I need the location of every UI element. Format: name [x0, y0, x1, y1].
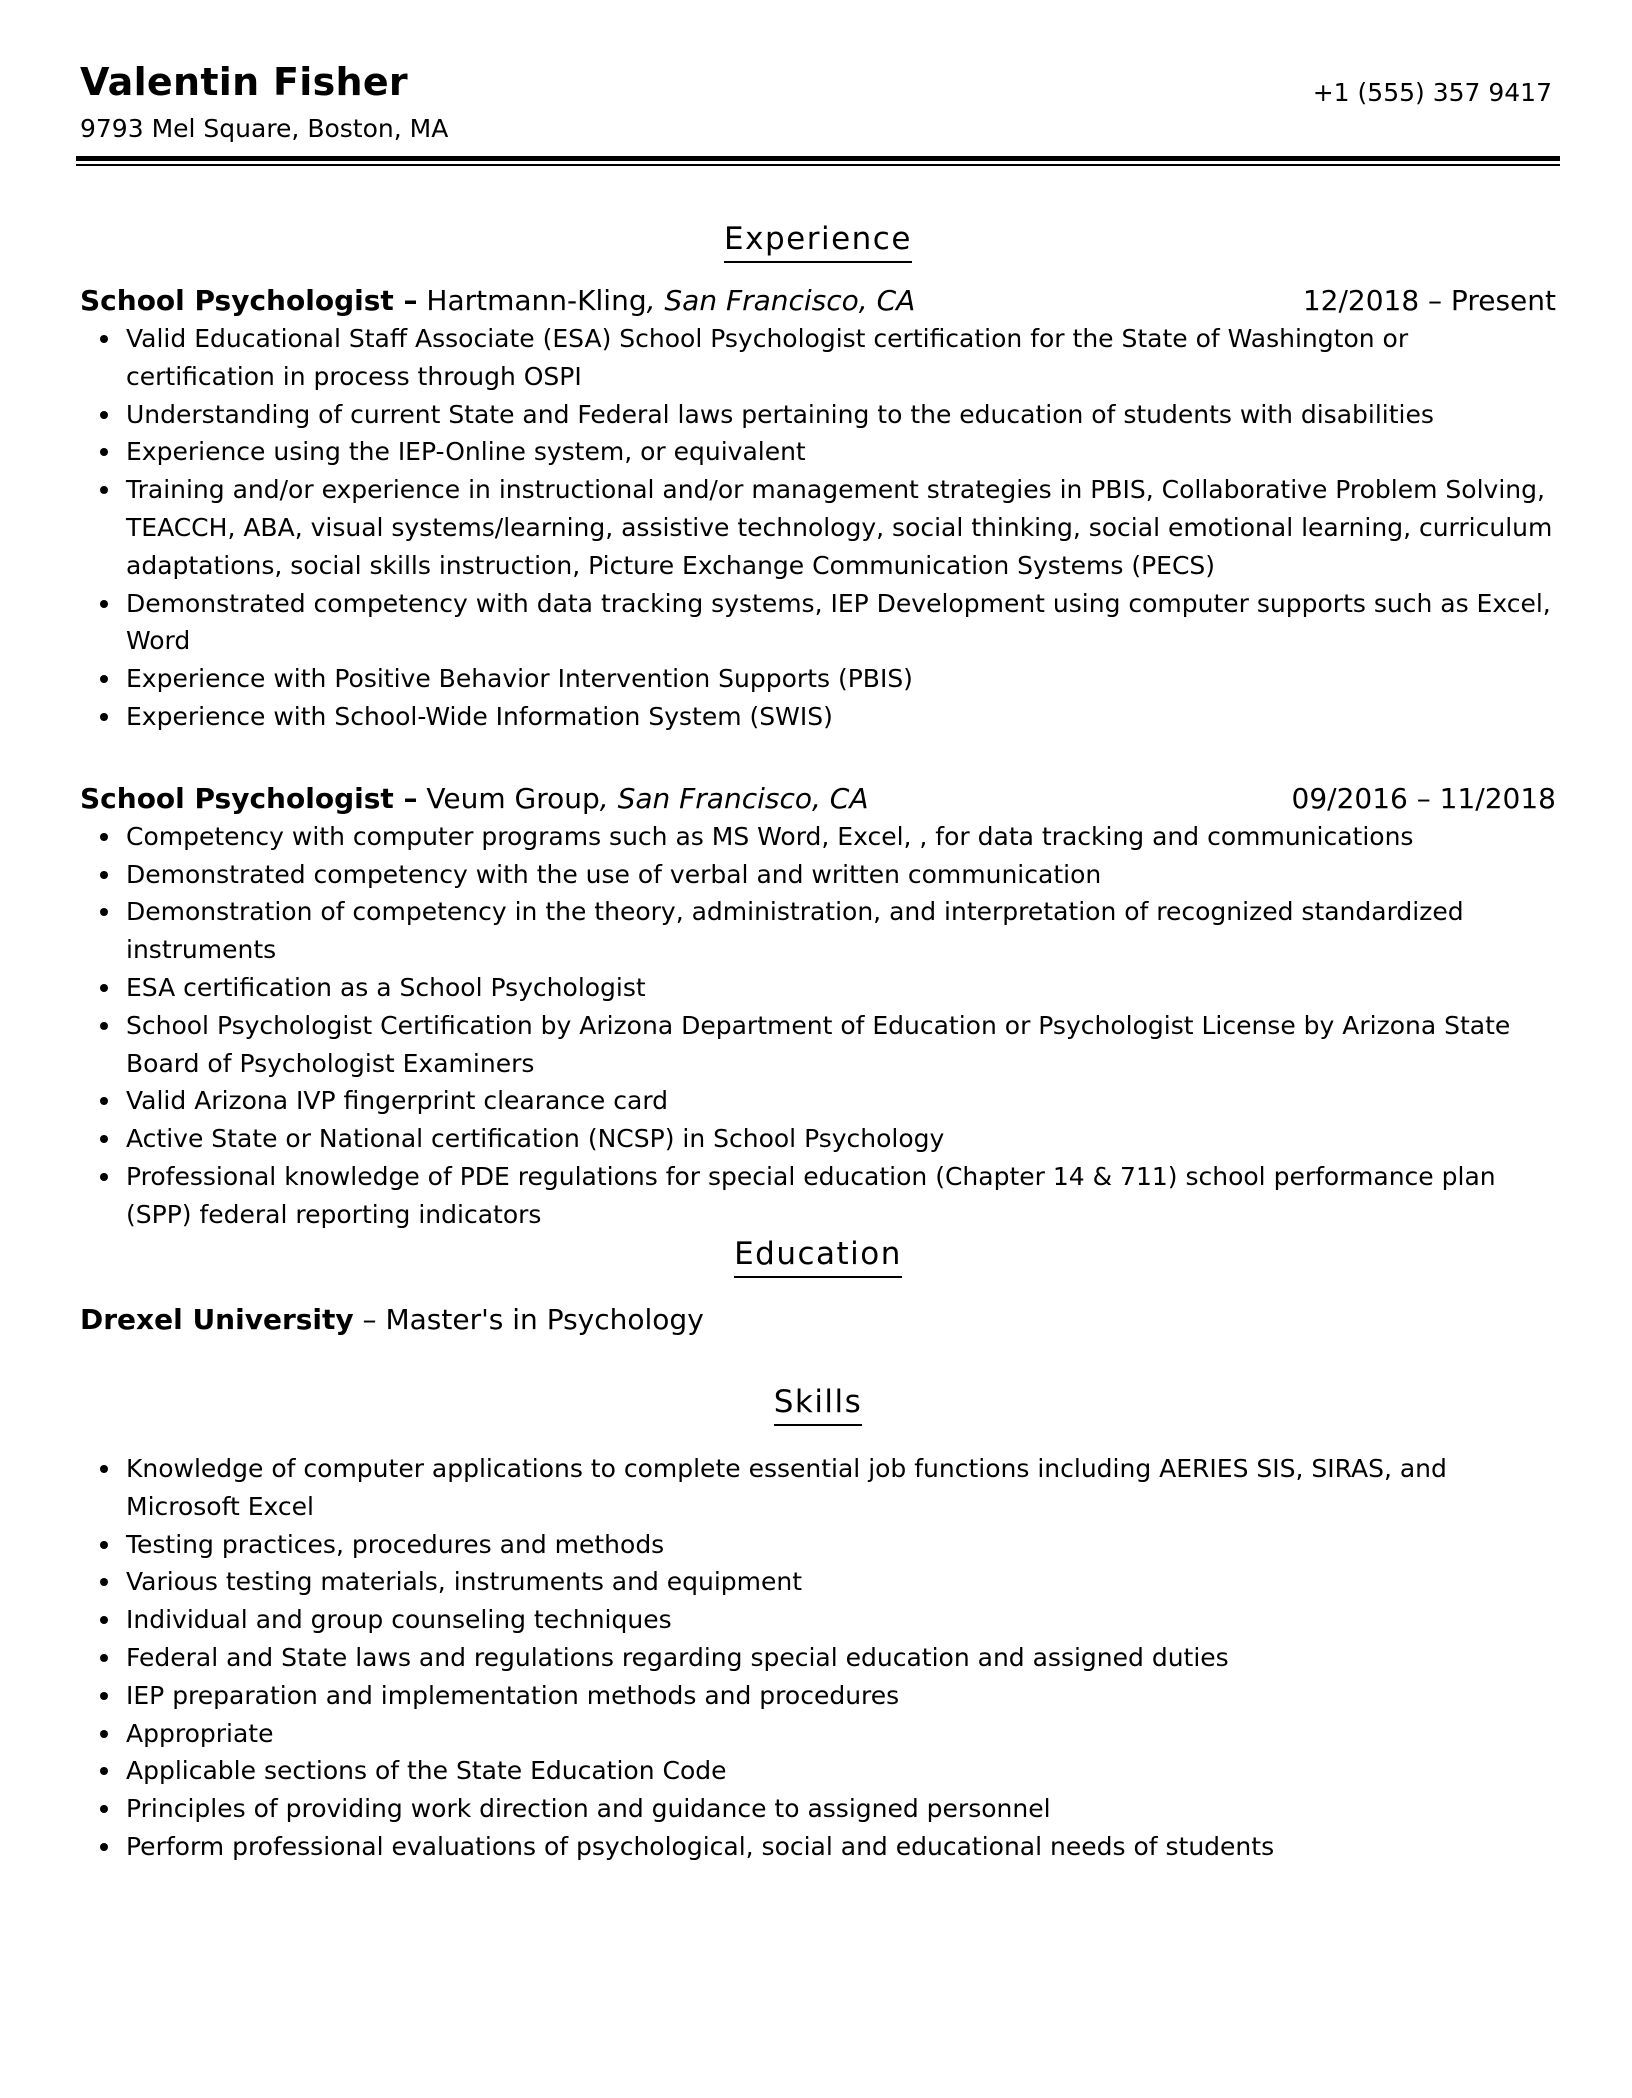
education-entry [80, 1302, 1556, 1338]
job-location: , San Francisco, CA [599, 781, 869, 815]
list-item: Applicable sections of the State Education Code [80, 1752, 1556, 1790]
section-title-skills [80, 1384, 1556, 1426]
section-title-experience [80, 221, 1556, 263]
job-company: Hartmann-Kling [426, 284, 647, 317]
experience-heading: Experience [724, 224, 912, 263]
list-item: ESA certification as a School Psychologist [80, 969, 1556, 1007]
list-item: Perform professional evaluations of psychological, social and educational needs of students [80, 1828, 1556, 1866]
list-item: Testing practices, procedures and methods [80, 1526, 1556, 1564]
list-item: Competency with computer programs such as MS Word, Excel, , for data tracking and communications [80, 818, 1556, 856]
header-divider-thick [76, 156, 1560, 161]
list-item: Demonstrated competency with the use of verbal and written communication [80, 856, 1556, 894]
list-item: Training and/or experience in instructional and/or management strategies in PBIS, Collaborative Problem Solving, TEACCH, ABA, visual systems/learning, assistive technology, social thinking, social emotional learning, curriculum adaptations, social skills instruction, Picture Exchange Communication Systems (PECS) [80, 471, 1556, 584]
list-item: Federal and State laws and regulations regarding special education and assigned duties [80, 1639, 1556, 1677]
education-heading: Education [734, 1239, 902, 1278]
job-dates: 12/2018 – Present [1302, 284, 1556, 317]
experience-section [80, 221, 1556, 1234]
job-title: School Psychologist – [80, 284, 418, 317]
job-entry [80, 283, 1556, 736]
list-item: Principles of providing work direction and guidance to assigned personnel [80, 1790, 1556, 1828]
candidate-address: 9793 Mel Square, Boston, MA [80, 114, 449, 143]
list-item: Experience with School-Wide Information System (SWIS) [80, 698, 1556, 736]
list-item: Valid Arizona IVP fingerprint clearance card [80, 1082, 1556, 1120]
list-item: Experience with Positive Behavior Intervention Supports (PBIS) [80, 660, 1556, 698]
skills-list [80, 1450, 1556, 1866]
list-item: Individual and group counseling techniques [80, 1601, 1556, 1639]
list-item: Appropriate [80, 1715, 1556, 1753]
job-title: School Psychologist – [80, 781, 418, 815]
list-item: Understanding of current State and Federal laws pertaining to the education of students with disabilities [80, 396, 1556, 434]
list-item: Valid Educational Staff Associate (ESA) School Psychologist certification for the State of Washington or certification in process through OSPI [80, 320, 1556, 396]
job-dates: 09/2016 – 11/2018 [1291, 781, 1556, 815]
candidate-name: Valentin Fisher [80, 60, 408, 104]
candidate-phone: +1 (555) 357 9417 [1312, 78, 1552, 107]
job-responsibilities [80, 818, 1556, 1234]
list-item: Demonstration of competency in the theory, administration, and interpretation of recognized standardized instruments [80, 893, 1556, 969]
list-item: Experience using the IEP-Online system, or equivalent [80, 433, 1556, 471]
education-school: Drexel University [80, 1303, 354, 1336]
resume-header [80, 0, 1556, 162]
education-section [80, 1236, 1556, 1338]
job-company: Veum Group [426, 781, 600, 815]
section-title-education [80, 1236, 1556, 1278]
skills-heading: Skills [774, 1387, 863, 1426]
header-divider-thin [76, 164, 1560, 166]
list-item: Knowledge of computer applications to complete essential job functions including AERIES SIS, SIRAS, and Microsoft Excel [80, 1450, 1556, 1526]
list-item: Professional knowledge of PDE regulations for special education (Chapter 14 & 711) school performance plan (SPP) federal reporting indicators [80, 1158, 1556, 1234]
job-location: , San Francisco, CA [646, 284, 916, 317]
skills-section [80, 1384, 1556, 1866]
education-degree: – Master's in Psychology [353, 1303, 704, 1336]
job-entry [80, 781, 1556, 1234]
resume-page [80, 0, 1556, 2098]
list-item: Active State or National certification (NCSP) in School Psychology [80, 1120, 1556, 1158]
list-item: Various testing materials, instruments and equipment [80, 1563, 1556, 1601]
job-header [80, 283, 1556, 319]
job-header [80, 781, 1556, 817]
job-responsibilities [80, 320, 1556, 736]
list-item: IEP preparation and implementation methods and procedures [80, 1677, 1556, 1715]
list-item: School Psychologist Certification by Arizona Department of Education or Psychologist License by Arizona State Board of Psychologist Examiners [80, 1007, 1556, 1083]
list-item: Demonstrated competency with data tracking systems, IEP Development using computer supports such as Excel, Word [80, 585, 1556, 661]
